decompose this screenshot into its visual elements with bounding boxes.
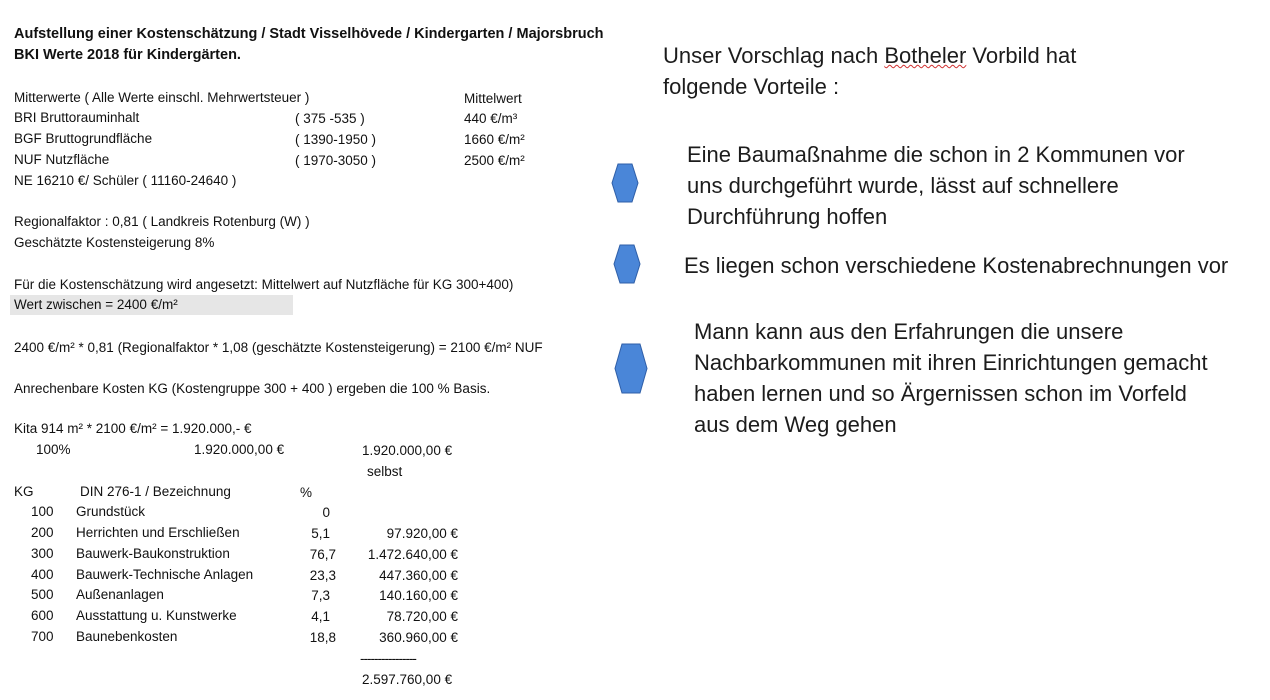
mean-range-nuf: ( 1970-3050 ) bbox=[295, 153, 377, 168]
bullet-line: Durchführung hoffen bbox=[687, 204, 888, 229]
row-name: Außenanlagen bbox=[76, 587, 164, 602]
document-title-line2: BKI Werte 2018 für Kindergärten. bbox=[14, 47, 241, 63]
row-amount: 140.160,00 € bbox=[379, 588, 458, 603]
row-pct: 76,7 bbox=[309, 547, 336, 562]
row-kg: 200 bbox=[31, 525, 54, 540]
row-amount: 97.920,00 € bbox=[386, 526, 458, 541]
spellcheck-underlined-word: Botheler bbox=[884, 43, 967, 68]
table-header-din: DIN 276-1 / Bezeichnung bbox=[80, 484, 231, 499]
amount-100: 1.920.000,00 € bbox=[194, 442, 285, 457]
estimate-basis: Für die Kostenschätzung wird angesetzt: Mittelwert auf Nutzfläche für KG 300+400) bbox=[14, 277, 514, 292]
percent-100: 100% bbox=[36, 442, 71, 457]
bullet-line: uns durchgeführt wurde, lässt auf schnellere bbox=[687, 173, 1119, 198]
mean-label-bgf: BGF Bruttogrundfläche bbox=[14, 131, 153, 146]
row-kg: 300 bbox=[31, 546, 54, 561]
intro-line2: folgende Vorteile : bbox=[663, 74, 840, 99]
row-kg: 500 bbox=[31, 587, 54, 602]
row-kg: 600 bbox=[31, 608, 54, 623]
row-name: Herrichten und Erschließen bbox=[76, 525, 240, 540]
row-kg: 400 bbox=[31, 567, 54, 582]
cost-increase: Geschätzte Kostensteigerung 8% bbox=[14, 235, 215, 250]
mean-label-bri: BRI Bruttorauminhalt bbox=[14, 110, 140, 125]
row-kg: 100 bbox=[31, 504, 54, 519]
hexagon-bullet-icon bbox=[613, 244, 641, 284]
mean-range-bgf: ( 1390-1950 ) bbox=[295, 132, 377, 147]
row-amount: 360.960,00 € bbox=[379, 630, 458, 645]
row-pct: 23,3 bbox=[309, 568, 336, 583]
row-name: Ausstattung u. Kunstwerke bbox=[76, 608, 237, 623]
bullet-line: Eine Baumaßnahme die schon in 2 Kommunen vor bbox=[687, 142, 1185, 167]
bullet-line: Mann kann aus den Erfahrungen die unsere bbox=[694, 319, 1124, 344]
row-pct: 18,8 bbox=[309, 630, 336, 645]
ne-line: NE 16210 €/ Schüler ( 11160-24640 ) bbox=[14, 173, 237, 188]
regional-factor: Regionalfaktor : 0,81 ( Landkreis Rotenburg (W) ) bbox=[14, 214, 310, 229]
row-amount: 447.360,00 € bbox=[379, 568, 458, 583]
row-pct: 0 bbox=[322, 505, 330, 520]
mean-value-bri: 440 €/m³ bbox=[464, 111, 518, 126]
formula-line: 2400 €/m² * 0,81 (Regionalfaktor * 1,08 (geschätzte Kostensteigerung) = 2100 €/m² NUF bbox=[14, 340, 543, 355]
means-header: Mitterwerte ( Alle Werte einschl. Mehrwertsteuer ) bbox=[14, 90, 310, 105]
row-name: Bauwerk-Technische Anlagen bbox=[76, 567, 254, 582]
row-amount: 78.720,00 € bbox=[386, 609, 458, 624]
table-header-pct: % bbox=[300, 485, 313, 500]
sum-separator: ---------------- bbox=[360, 651, 416, 666]
mean-range-bri: ( 375 -535 ) bbox=[295, 111, 365, 126]
sum-total: 2.597.760,00 € bbox=[362, 672, 453, 687]
hexagon-bullet-icon bbox=[614, 343, 648, 394]
value-between-highlight: Wert zwischen = 2400 €/m² bbox=[10, 295, 293, 315]
mean-value-nuf: 2500 €/m² bbox=[464, 153, 525, 168]
intro-text-a: Unser Vorschlag nach bbox=[663, 43, 885, 68]
row-name: Baunebenkosten bbox=[76, 629, 178, 644]
self-label: selbst bbox=[367, 464, 403, 479]
row-name: Grundstück bbox=[76, 504, 146, 519]
bullet-line: aus dem Weg gehen bbox=[694, 412, 897, 437]
kita-calculation: Kita 914 m² * 2100 €/m² = 1.920.000,- € bbox=[14, 421, 252, 436]
bullet-line: Es liegen schon verschiedene Kostenabrechnungen vor bbox=[684, 253, 1229, 278]
document-title-line1: Aufstellung einer Kostenschätzung / Stadt Visselhövede / Kindergarten / Majorsbruch bbox=[14, 26, 604, 42]
mean-value-bgf: 1660 €/m² bbox=[464, 132, 525, 147]
bullet-line: Nachbarkommunen mit ihren Einrichtungen gemacht bbox=[694, 350, 1208, 375]
row-pct: 7,3 bbox=[311, 588, 330, 603]
row-pct: 5,1 bbox=[311, 526, 330, 541]
intro-text-b: Vorbild hat bbox=[966, 43, 1077, 68]
chargeable-costs: Anrechenbare Kosten KG (Kostengruppe 300 + 400 ) ergeben die 100 % Basis. bbox=[14, 381, 491, 396]
row-pct: 4,1 bbox=[311, 609, 330, 624]
amount-self: 1.920.000,00 € bbox=[362, 443, 453, 458]
row-name: Bauwerk-Baukonstruktion bbox=[76, 546, 230, 561]
row-kg: 700 bbox=[31, 629, 54, 644]
intro-line1 bbox=[663, 40, 1076, 71]
bullet-line: haben lernen und so Ärgernissen schon im Vorfeld bbox=[694, 381, 1187, 406]
mean-label-nuf: NUF Nutzfläche bbox=[14, 152, 110, 167]
table-header-kg: KG bbox=[14, 484, 34, 499]
mean-column-header: Mittelwert bbox=[464, 91, 522, 106]
row-amount: 1.472.640,00 € bbox=[367, 547, 458, 562]
hexagon-bullet-icon bbox=[611, 163, 639, 203]
